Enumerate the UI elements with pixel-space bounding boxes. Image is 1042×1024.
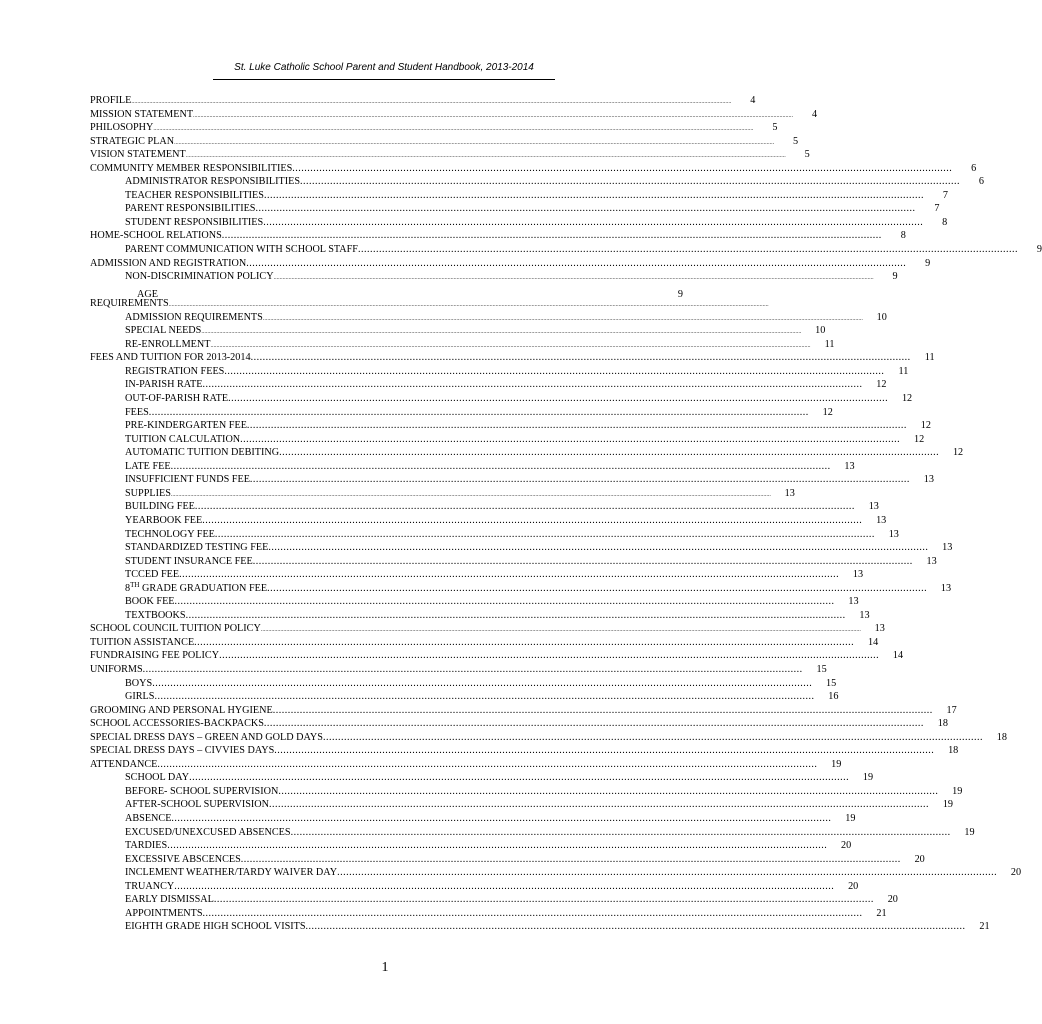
- toc-entry-label: UNIFORMS: [90, 663, 143, 675]
- toc-entry-label: SUPPLIES: [125, 487, 171, 499]
- toc-entry[interactable]: [90, 433, 925, 447]
- dot-leader: ............................................................................................................................................................................................................................: [167, 840, 828, 852]
- toc-entry-page: 13: [852, 569, 864, 581]
- toc-entry-page: 4: [750, 95, 756, 106]
- toc-entry[interactable]: [90, 649, 904, 663]
- dot-leader: ................................................................................................................................................................................................................................................................................................................................................................................................................: [210, 342, 811, 349]
- dot-leader: ............................................................................................................................................................................................................................: [194, 636, 855, 648]
- toc-entry-label: MISSION STATEMENT: [90, 108, 194, 120]
- toc-entry[interactable]: [90, 609, 870, 623]
- toc-entry[interactable]: [90, 677, 837, 691]
- dot-leader: ............................................................................................................................................................................................................................: [269, 799, 929, 811]
- toc-entry-label: INCLEMENT WEATHER/TARDY WAIVER DAY: [125, 867, 338, 879]
- dot-leader: ................................................................................................................................................................................................................................................................................................................................................................................................................: [262, 315, 863, 322]
- dot-leader: ............................................................................................................................................................................................................................: [154, 691, 815, 703]
- dot-leader: ............................................................................................................................................................................................................................: [148, 406, 809, 418]
- toc-entry[interactable]: [90, 920, 990, 934]
- toc-entry-label: LATE FEE: [125, 460, 171, 472]
- dot-leader: ................................................................................................................................................................................................................................................................................................................................................................................................................: [193, 112, 794, 119]
- toc-entry[interactable]: [90, 758, 842, 772]
- dot-leader: ............................................................................................................................................................................................................................: [221, 230, 882, 242]
- dot-leader: ............................................................................................................................................................................................................................: [170, 460, 831, 472]
- dot-leader: ............................................................................................................................................................................................................................: [268, 542, 929, 554]
- toc-entry[interactable]: [90, 365, 909, 379]
- toc-entry-label: STANDARDIZED TESTING FEE: [125, 542, 269, 554]
- toc-entry-label: BOOK FEE: [125, 596, 175, 608]
- toc-entry-page: 4: [811, 108, 818, 120]
- dot-leader: ............................................................................................................................................................................................................................: [213, 894, 874, 906]
- toc-entry-label: TRUANCY: [125, 880, 175, 892]
- dot-leader: ............................................................................................................................................................................................................................: [263, 718, 924, 730]
- toc-entry[interactable]: [90, 108, 818, 122]
- toc-entry-page: 21: [979, 921, 990, 933]
- toc-entry-label-text: GRADE GRADUATION FEE: [141, 582, 268, 594]
- toc-entry-label: EXCUSED/UNEXCUSED ABSENCES: [125, 826, 291, 838]
- toc-entry-label: STUDENT INSURANCE FEE: [125, 555, 253, 567]
- toc-entry-label: PARENT COMMUNICATION WITH SCHOOL STAFF: [125, 244, 358, 256]
- toc-entry[interactable]: [90, 216, 948, 230]
- toc-entry-label: EARLY DISMISSAL: [125, 894, 214, 906]
- toc-entry-label: TECHNOLOGY FEE: [125, 528, 215, 540]
- toc-entry-page: 9: [677, 289, 683, 301]
- dot-leader: ............................................................................................................................................................................................................................: [249, 474, 910, 486]
- toc-entry[interactable]: [90, 243, 1042, 257]
- toc-entry-label: TARDIES: [125, 840, 168, 852]
- toc-entry-page: 18: [948, 745, 959, 757]
- toc-entry-label: COMMUNITY MEMBER RESPONSIBILITIES: [90, 162, 293, 174]
- toc-entry[interactable]: [90, 162, 977, 176]
- toc-entry[interactable]: [90, 446, 964, 460]
- dot-leader: ............................................................................................................................................................................................................................: [279, 447, 940, 459]
- toc-entry-label: TUITION ASSISTANCE: [90, 636, 195, 648]
- toc-entry[interactable]: [90, 175, 984, 189]
- toc-entry[interactable]: [90, 704, 957, 718]
- dot-leader: ............................................................................................................................................................................................................................: [224, 365, 885, 377]
- toc-entry-page: 12: [876, 379, 887, 391]
- toc-entry[interactable]: [90, 568, 864, 582]
- toc-entry-label: STRATEGIC PLAN: [90, 135, 175, 147]
- toc-entry-label: TCCED FEE: [125, 569, 180, 581]
- toc-entry-label: BUILDING FEE: [125, 501, 195, 513]
- toc-entry[interactable]: [90, 135, 799, 149]
- toc-entry-label: FEES AND TUITION FOR 2013-2014: [90, 352, 251, 364]
- toc-entry-page: 13: [844, 460, 855, 472]
- toc-entry-label: OUT-OF-PARISH RATE: [125, 393, 229, 405]
- toc-entry-page: 11: [824, 338, 835, 350]
- dot-leader: ................................................................................................................................................................................................................................................................................................................................................................................................................: [174, 139, 775, 146]
- toc-entry[interactable]: [90, 622, 885, 636]
- toc-entry[interactable]: [90, 473, 934, 487]
- toc-entry-page: 11: [898, 365, 909, 377]
- toc-entry-label: HOME-SCHOOL RELATIONS: [90, 230, 222, 242]
- dot-leader: ............................................................................................................................................................................................................................: [267, 582, 928, 594]
- toc-entry[interactable]: [90, 338, 835, 352]
- toc-entry[interactable]: [90, 297, 769, 311]
- toc-entry-page: 9: [1036, 244, 1042, 256]
- toc-entry-label: STUDENT RESPONSIBILITIES: [125, 216, 264, 228]
- toc-entry[interactable]: [90, 378, 887, 392]
- toc-entry[interactable]: [90, 189, 948, 203]
- dot-leader: ............................................................................................................................................................................................................................: [246, 420, 907, 432]
- toc-entry[interactable]: [90, 406, 833, 420]
- toc-entry-label: FEES: [125, 406, 149, 418]
- toc-entry[interactable]: [90, 595, 859, 609]
- toc-entry[interactable]: [90, 324, 826, 338]
- toc-entry[interactable]: [90, 500, 879, 514]
- toc-entry-page: 13: [859, 609, 870, 621]
- toc-entry-page: 20: [848, 880, 859, 892]
- toc-entry-label: ADMISSION AND REGISTRATION: [90, 257, 247, 269]
- toc-entry[interactable]: [90, 636, 879, 650]
- dot-leader: ................................................................................................................................................................................................................................................................................................................................................................................................................: [201, 329, 802, 336]
- toc-entry-page: 13: [926, 555, 937, 567]
- toc-entry-page: 9: [892, 271, 898, 283]
- toc-entry-label: TEACHER RESPONSIBILITIES: [125, 189, 264, 201]
- dot-leader: ............................................................................................................................................................................................................................: [305, 921, 966, 933]
- toc-entry-label: SCHOOL DAY: [125, 772, 190, 784]
- toc-entry[interactable]: [90, 148, 810, 162]
- toc-entry[interactable]: [90, 744, 959, 758]
- dot-leader: ............................................................................................................................................................................................................................: [174, 880, 835, 892]
- dot-leader: ............................................................................................................................................................................................................................: [202, 379, 863, 391]
- toc-entry[interactable]: [90, 771, 874, 785]
- toc-entry-page: 7: [934, 203, 940, 215]
- dot-leader: ............................................................................................................................................................................................................................: [214, 528, 875, 540]
- toc-entry-page: 10: [815, 325, 826, 337]
- toc-entry[interactable]: [90, 392, 913, 406]
- toc-entry-label: EXCESSIVE ABSCENCES: [125, 853, 241, 865]
- toc-entry[interactable]: [90, 893, 898, 907]
- table-of-contents: [90, 94, 1042, 934]
- dot-leader: ............................................................................................................................................................................................................................: [278, 785, 939, 797]
- toc-entry[interactable]: [90, 866, 1022, 880]
- toc-entry[interactable]: [90, 907, 887, 921]
- dot-leader: ................................................................................................................................................................................................................................................................................................................................................................................................................: [168, 302, 769, 309]
- dot-leader: ............................................................................................................................................................................................................................: [171, 812, 832, 824]
- page-number: 1: [381, 960, 389, 975]
- dot-leader: ............................................................................................................................................................................................................................: [292, 162, 953, 174]
- toc-entry-label-prefix: 8: [125, 582, 131, 594]
- toc-entry-page: 12: [913, 433, 925, 445]
- toc-entry[interactable]: [90, 880, 859, 894]
- toc-entry-label: TEXTBOOKS: [125, 609, 186, 621]
- toc-entry-page: 13: [923, 474, 934, 486]
- dot-leader: ............................................................................................................................................................................................................................: [174, 596, 835, 608]
- toc-entry[interactable]: [90, 257, 931, 271]
- dot-leader: ............................................................................................................................................................................................................................: [263, 189, 924, 201]
- toc-entry-label: SPECIAL DRESS DAYS – CIVVIES DAYS: [90, 745, 275, 757]
- toc-entry-label: EIGHTH GRADE HIGH SCHOOL VISITS: [125, 921, 306, 933]
- toc-entry-label: ADMISSION REQUIREMENTS: [125, 311, 263, 323]
- dot-leader: ............................................................................................................................................................................................................................: [274, 745, 935, 757]
- toc-entry[interactable]: [90, 690, 839, 704]
- dot-leader: ............................................................................................................................................................................................................................: [300, 176, 960, 188]
- toc-entry[interactable]: [90, 812, 856, 826]
- dot-leader: ............................................................................................................................................................................................................................: [142, 663, 803, 675]
- toc-entry[interactable]: [90, 839, 852, 853]
- toc-entry-label: ADMINISTRATOR RESPONSIBILITIES: [125, 176, 300, 188]
- toc-entry-page: 20: [841, 840, 852, 852]
- toc-entry-label: BEFORE- SCHOOL SUPERVISION: [125, 785, 279, 797]
- toc-entry-page: 10: [876, 311, 887, 323]
- toc-entry-page: 15: [816, 663, 827, 675]
- toc-entry-label: PRE-KINDERGARTEN FEE: [125, 420, 247, 432]
- toc-entry-page: 6: [978, 176, 984, 188]
- toc-entry[interactable]: [90, 202, 940, 216]
- dot-leader: ................................................................................................................................................................................................................................................................................................................................................................................................................: [131, 99, 732, 105]
- toc-entry[interactable]: [90, 580, 952, 596]
- toc-entry-page: 19: [942, 799, 953, 811]
- toc-entry-label: PARENT RESPONSIBILITIES: [125, 203, 256, 215]
- toc-entry-page: 5: [792, 135, 799, 147]
- toc-entry-page: 20: [914, 853, 925, 865]
- dot-leader: ............................................................................................................................................................................................................................: [290, 826, 951, 838]
- toc-entry[interactable]: [90, 663, 827, 677]
- toc-entry-page: 21: [876, 907, 887, 919]
- toc-entry-page: 19: [964, 826, 975, 838]
- toc-entry-page: 13: [876, 514, 887, 526]
- toc-entry[interactable]: [90, 528, 899, 542]
- toc-entry-page: 8: [900, 230, 906, 242]
- dot-leader: ............................................................................................................................................................................................................................: [272, 704, 933, 716]
- dot-leader: ............................................................................................................................................................................................................................: [219, 650, 880, 662]
- toc-entry[interactable]: [90, 311, 887, 325]
- toc-entry[interactable]: [90, 487, 795, 501]
- toc-entry-label: VISION STATEMENT: [90, 149, 186, 161]
- toc-entry-label: NON-DISCRIMINATION POLICY: [125, 271, 274, 283]
- toc-entry-page: 9: [925, 257, 931, 269]
- toc-entry[interactable]: [90, 798, 953, 812]
- dot-leader: ................................................................................................................................................................................................................................................................................................................................................................................................................: [185, 153, 786, 160]
- toc-entry-page: 20: [887, 894, 898, 906]
- toc-entry-page: 19: [952, 785, 963, 797]
- toc-entry[interactable]: [90, 731, 1007, 745]
- toc-entry[interactable]: [90, 826, 975, 840]
- toc-entry-page: 8: [942, 216, 948, 228]
- dot-leader: ............................................................................................................................................................................................................................: [228, 393, 889, 405]
- toc-entry-label: PROFILE: [90, 95, 132, 106]
- toc-entry-page: 14: [892, 650, 904, 662]
- toc-entry-label: YEARBOOK FEE: [125, 514, 203, 526]
- dot-leader: ............................................................................................................................................................................................................................: [252, 555, 913, 567]
- dot-leader: ............................................................................................................................................................................................................................: [179, 569, 840, 581]
- toc-entry[interactable]: [90, 270, 898, 284]
- toc-entry[interactable]: [90, 419, 931, 433]
- dot-leader: ............................................................................................................................................................................................................................: [263, 216, 924, 228]
- toc-entry-label: SCHOOL ACCESSORIES-BACKPACKS: [90, 718, 264, 730]
- dot-leader: ............................................................................................................................................................................................................................: [240, 433, 901, 445]
- toc-entry[interactable]: [90, 717, 948, 731]
- dot-leader: ............................................................................................................................................................................................................................: [240, 853, 901, 865]
- toc-entry[interactable]: [90, 785, 963, 799]
- dot-leader: ............................................................................................................................................................................................................................: [202, 907, 863, 919]
- toc-entry-page: 13: [868, 501, 879, 513]
- toc-entry[interactable]: [90, 284, 683, 301]
- toc-entry-page: 14: [867, 636, 879, 648]
- toc-entry-page: 12: [920, 420, 931, 432]
- toc-entry-page: 19: [831, 758, 842, 770]
- toc-entry-page: 15: [826, 677, 837, 689]
- toc-entry[interactable]: [90, 853, 925, 867]
- toc-entry-label: INSUFFICIENT FUNDS FEE: [125, 474, 250, 486]
- toc-entry-label: AUTOMATIC TUITION DEBITING: [125, 447, 280, 459]
- dot-leader: ............................................................................................................................................................................................................................: [202, 514, 863, 526]
- toc-entry-page: 11: [924, 352, 935, 364]
- toc-entry[interactable]: [90, 541, 953, 555]
- toc-entry-page: 13: [942, 542, 953, 554]
- toc-entry-page: 19: [845, 812, 856, 824]
- toc-entry-label: PHILOSOPHY: [90, 122, 154, 134]
- toc-entry-page: 12: [901, 393, 913, 405]
- toc-entry-label: SCHOOL COUNCIL TUITION POLICY: [90, 623, 261, 635]
- toc-entry-page: 16: [828, 691, 839, 703]
- dot-leader: ............................................................................................................................................................................................................................: [337, 867, 998, 879]
- toc-entry-page: 19: [862, 772, 874, 784]
- dot-leader: ............................................................................................................................................................................................................................: [157, 758, 818, 770]
- toc-entry-label: APPOINTMENTS: [125, 907, 203, 919]
- toc-entry[interactable]: [90, 514, 887, 528]
- toc-entry-label: BOYS: [125, 677, 153, 689]
- toc-entry-label: FUNDRAISING FEE POLICY: [90, 650, 220, 662]
- toc-entry-label: ATTENDANCE: [90, 758, 158, 770]
- dot-leader: ................................................................................................................................................................................................................................................................................................................................................................................................................: [170, 491, 771, 498]
- toc-entry-label: AGE: [137, 289, 158, 301]
- toc-entry-label: REGISTRATION FEES: [125, 365, 225, 377]
- toc-entry-page: 5: [804, 149, 810, 161]
- toc-entry-label: IN-PARISH RATE: [125, 379, 203, 391]
- toc-entry-page: 7: [942, 189, 948, 201]
- toc-entry[interactable]: [90, 555, 937, 569]
- toc-entry-label: REQUIREMENTS: [90, 298, 169, 310]
- dot-leader: ................................................................................................................................................................................................................................................................................................................................................................................................................: [260, 627, 861, 634]
- toc-entry-page: 13: [848, 596, 859, 608]
- dot-leader: ............................................................................................................................................................................................................................: [194, 501, 855, 513]
- toc-entry-label: GROOMING AND PERSONAL HYGIENE: [90, 704, 273, 716]
- toc-entry-label: SPECIAL NEEDS: [125, 325, 202, 337]
- toc-entry[interactable]: [90, 351, 935, 365]
- dot-leader: ............................................................................................................................................................................................................................: [152, 677, 813, 689]
- toc-entry-label: GIRLS: [125, 691, 155, 703]
- toc-entry-label: AFTER-SCHOOL SUPERVISION: [125, 799, 269, 811]
- toc-entry-page: 20: [1010, 867, 1022, 879]
- dot-leader: ............................................................................................................................................................................................................................: [357, 244, 1018, 256]
- dot-leader: ................................................................................................................................................................................................................................................................................................................................................................................................................: [153, 126, 754, 133]
- toc-entry-page: 13: [784, 487, 795, 499]
- dot-leader: ............................................................................................................................................................................................................................: [250, 352, 911, 364]
- toc-entry-page: 6: [971, 162, 977, 174]
- header-rule: [213, 79, 555, 80]
- toc-entry[interactable]: [90, 460, 855, 474]
- toc-entry-label: TUITION CALCULATION: [125, 433, 241, 445]
- dot-leader: ............................................................................................................................................................................................................................: [322, 731, 983, 743]
- toc-entry-page: 18: [937, 718, 948, 730]
- toc-entry[interactable]: [90, 121, 778, 135]
- toc-entry-page: 12: [952, 447, 964, 459]
- toc-entry-page: 18: [996, 731, 1007, 743]
- toc-entry-page: 17: [946, 704, 957, 716]
- toc-entry-label: [90, 582, 267, 596]
- toc-entry-page: 13: [940, 582, 952, 594]
- dot-leader: ............................................................................................................................................................................................................................: [246, 257, 907, 269]
- toc-entry[interactable]: [90, 229, 906, 243]
- toc-entry-page: 5: [772, 122, 778, 134]
- document-header-title: St. Luke Catholic School Parent and Student Handbook, 2013-2014: [234, 62, 534, 73]
- toc-entry-label: RE-ENROLLMENT: [125, 338, 211, 350]
- toc-entry-page: 13: [888, 528, 899, 540]
- toc-entry-page: 12: [822, 406, 833, 418]
- dot-leader: ............................................................................................................................................................................................................................: [255, 203, 916, 215]
- dot-leader: ................................................................................................................................................................................................................................................................................................................................................................................................................: [273, 275, 874, 282]
- toc-entry[interactable]: [90, 94, 756, 108]
- toc-entry-label: ABSENCE: [125, 812, 172, 824]
- dot-leader: ............................................................................................................................................................................................................................: [189, 772, 850, 784]
- toc-entry-label: SPECIAL DRESS DAYS – GREEN AND GOLD DAYS: [90, 731, 323, 743]
- dot-leader: ............................................................................................................................................................................................................................: [185, 609, 846, 621]
- toc-entry-page: 13: [874, 623, 885, 635]
- toc-entry-label-superscript: TH: [130, 580, 140, 589]
